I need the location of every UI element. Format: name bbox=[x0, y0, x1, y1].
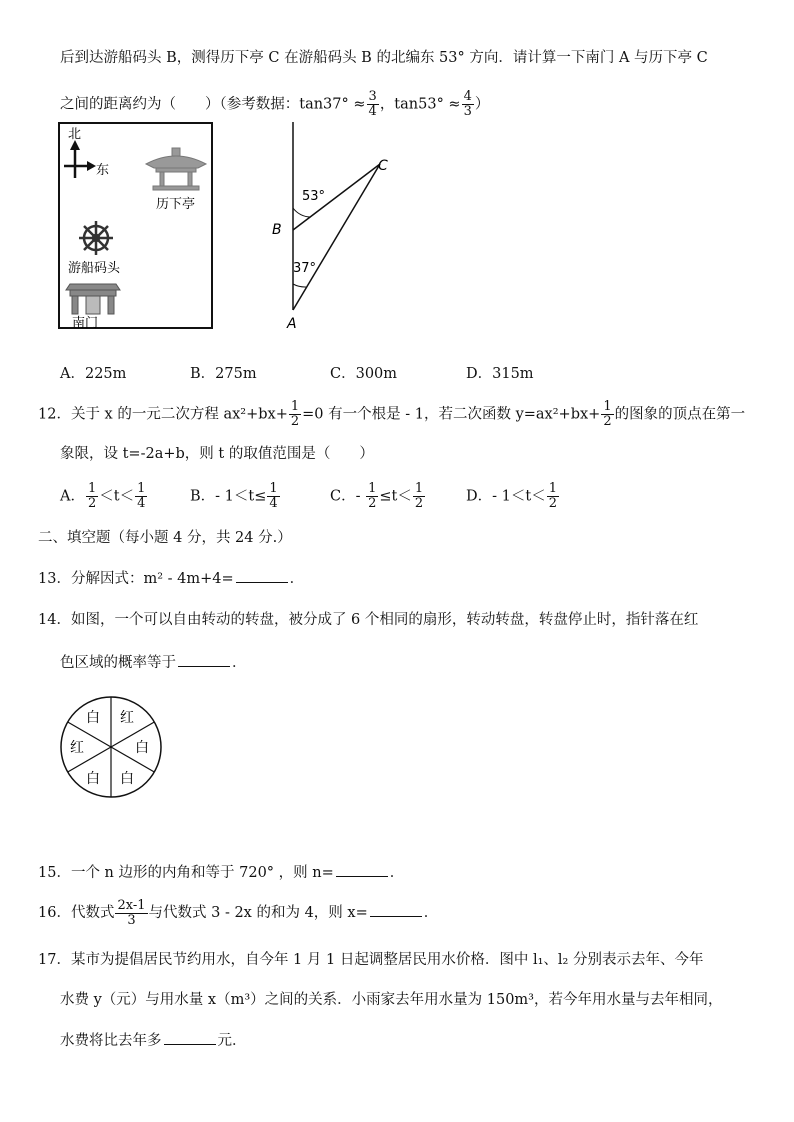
north-label: 北 bbox=[68, 127, 82, 142]
point-a-label: A bbox=[287, 316, 297, 332]
fraction-one-half: $\frac{1}{2}$ bbox=[603, 399, 612, 429]
wharf-label: 游船码头 bbox=[68, 261, 121, 276]
q12-option-a[interactable]: A． $\frac{1}{2}$ ＜t＜ $\frac{1}{4}$ bbox=[60, 481, 146, 511]
fraction-3-4: $\frac{3}{4}$ bbox=[368, 89, 377, 119]
q13-line: 13．分解因式：m² - 4m+4= ． bbox=[38, 568, 304, 589]
q17-line-1: 17．某市为提倡居民节约用水，自今年 1 月 1 日起调整居民用水价格．图中 l₁、l₂ 分别表示去年、今年 bbox=[38, 952, 704, 968]
q17-answer-blank[interactable] bbox=[164, 1030, 216, 1045]
point-c-label: C bbox=[378, 158, 388, 174]
section-heading: 二、填空题（每小题 4 分，共 24 分.） bbox=[38, 530, 292, 546]
gate-label: 南门 bbox=[72, 316, 99, 330]
pavilion-label: 历下亭 bbox=[156, 197, 196, 212]
angle-a-label: 37° bbox=[293, 261, 317, 276]
q11-line-1: 后到达游船码头 B，测得历下亭 C 在游船码头 B 的北编东 53° 方向．请计算一下南门 A 与历下亭 C bbox=[60, 50, 708, 66]
sector-label: 红 bbox=[120, 710, 134, 726]
map-border bbox=[59, 123, 212, 328]
q12-option-c[interactable]: C．- $\frac{1}{2}$ ≤t＜ $\frac{1}{2}$ bbox=[330, 481, 424, 511]
angle-a-arc bbox=[293, 284, 306, 287]
q11-line-2-part-b: ，tan53° ≈ bbox=[379, 96, 461, 113]
angle-b-arc bbox=[293, 208, 311, 217]
fraction-4-3: $\frac{4}{3}$ bbox=[463, 89, 472, 119]
sector-label: 白 bbox=[86, 710, 100, 726]
sector-label: 白 bbox=[120, 771, 134, 787]
q15-answer-blank[interactable] bbox=[336, 862, 388, 877]
q13-answer-blank[interactable] bbox=[236, 568, 288, 583]
segment-ac bbox=[293, 164, 380, 310]
q12-line-2: 象限，设 t=-2a+b，则 t 的取值范围是（ ） bbox=[60, 446, 374, 462]
q12-option-b[interactable]: B．- 1＜t≤ $\frac{1}{4}$ bbox=[190, 481, 278, 511]
fraction-one-half: $\frac{1}{2}$ bbox=[290, 399, 300, 429]
q11-option-d[interactable]: D．315m bbox=[466, 366, 534, 382]
q11-line-2: 之间的距离约为（ ）（参考数据：tan37° ≈ $\frac{3}{4}$ ，tan53° ≈ $\frac{4}{3}$ ） bbox=[60, 89, 490, 119]
sector-label: 白 bbox=[135, 740, 149, 756]
gate-icon bbox=[66, 284, 120, 314]
q12-option-d[interactable]: D．- 1＜t＜ $\frac{1}{2}$ bbox=[466, 481, 557, 511]
q11-line-2-part-a: 之间的距离约为（ ）（参考数据：tan37° ≈ bbox=[60, 96, 366, 113]
fraction-2x-1-over-3: $\frac{2x-1}{3}$ bbox=[117, 897, 146, 928]
sector-label: 红 bbox=[70, 740, 84, 756]
q16-line: 16．代数式 $\frac{2x-1}{3}$ 与代数式 3 - 2x 的和为 4，则 x= ． bbox=[38, 897, 439, 928]
q16-answer-blank[interactable] bbox=[370, 902, 422, 917]
q15-line: 15．一个 n 边形的内角和等于 720° ，则 n= ． bbox=[38, 862, 404, 883]
q17-line-2: 水费 y（元）与用水量 x（m³）之间的关系．小雨家去年用水量为 150m³，若今年用水量与去年相同， bbox=[60, 992, 723, 1008]
point-b-label: B bbox=[272, 222, 282, 238]
angle-b-label: 53° bbox=[302, 189, 326, 204]
q12-line-1: 12．关于 x 的一元二次方程 ax²+bx+ $\frac{1}{2}$ =0 有一个根是 - 1，若二次函数 y=ax²+bx+ $\frac{1}{2}$ 的图象的顶点在第一 bbox=[38, 399, 746, 429]
q14-line-2: 色区域的概率等于 ． bbox=[60, 652, 247, 673]
q14-line-1: 14．如图，一个可以自由转动的转盘，被分成了 6 个相同的扇形，转动转盘，转盘停止时，指针落在红 bbox=[38, 612, 699, 628]
q14-answer-blank[interactable] bbox=[178, 652, 230, 667]
east-label: 东 bbox=[96, 163, 110, 178]
park-map-figure bbox=[58, 122, 214, 330]
q11-option-c[interactable]: C．300m bbox=[330, 366, 398, 382]
q11-option-b[interactable]: B．275m bbox=[190, 366, 257, 382]
ship-wheel-icon bbox=[79, 221, 113, 255]
q17-line-3: 水费将比去年多 元． bbox=[60, 1030, 247, 1051]
triangle-figure bbox=[268, 120, 398, 332]
spinner-wheel bbox=[58, 694, 164, 800]
q11-option-a[interactable]: A．225m bbox=[60, 366, 127, 382]
sector-label: 白 bbox=[86, 771, 100, 787]
